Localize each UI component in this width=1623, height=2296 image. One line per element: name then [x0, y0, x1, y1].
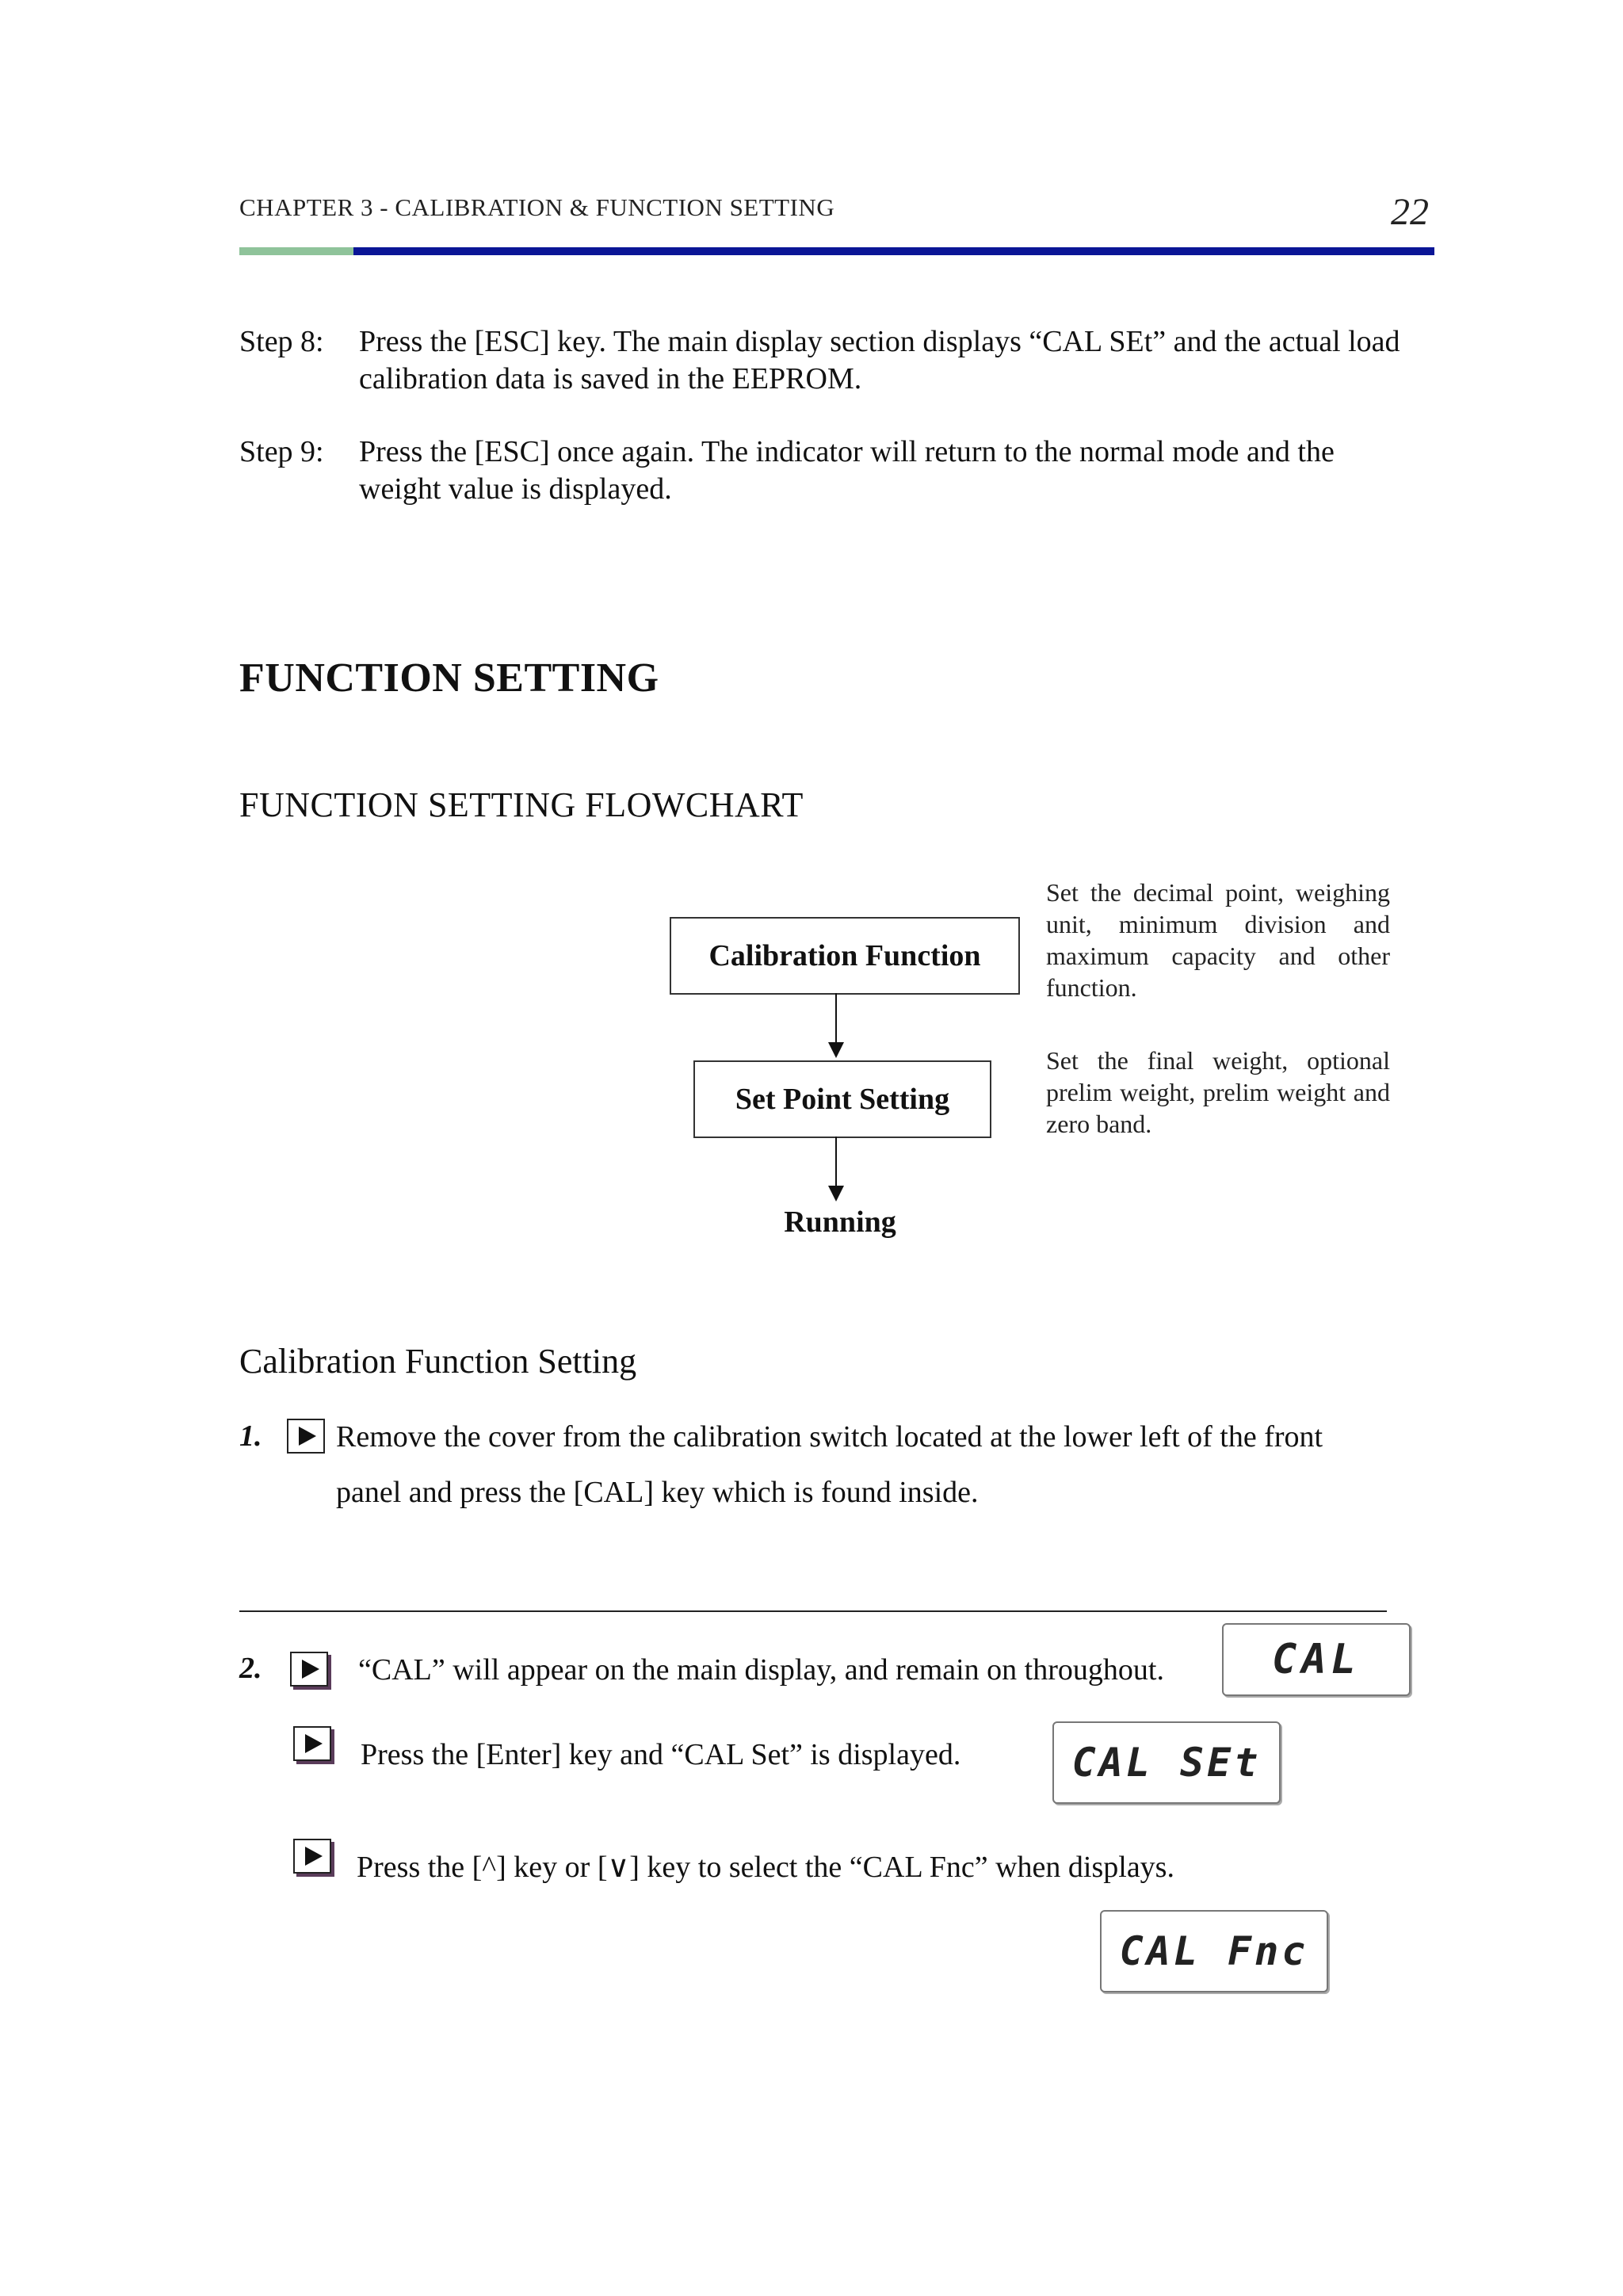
play-icon	[293, 1726, 331, 1761]
section-title: FUNCTION SETTING	[239, 655, 659, 701]
step-label: Step 8:	[239, 325, 324, 358]
arrow-down-icon	[828, 1042, 844, 1058]
play-icon	[287, 1419, 325, 1454]
flowchart-connector	[835, 1137, 837, 1187]
flowchart-note-set-point: Set the final weight, optional prelim weight, prelim weight and zero band.	[1046, 1046, 1390, 1138]
play-icon	[290, 1652, 328, 1687]
bullet-text: “CAL” will appear on the main display, and remain on throughout.	[358, 1653, 1164, 1687]
list-number: 1.	[239, 1419, 262, 1453]
step-label: Step 9:	[239, 435, 324, 468]
step-text: Press the [ESC] once again. The indicator will return to the normal mode and the weight value is displayed.	[359, 435, 1335, 506]
page-number: 22	[1391, 191, 1429, 233]
flowchart-node-running: Running	[784, 1205, 896, 1239]
list-item-text-content: Remove the cover from the calibration switch located at the lower left of the front panel and press the [CAL] key which is found inside.	[336, 1420, 1323, 1509]
arrow-down-icon	[828, 1186, 844, 1201]
chapter-title: CHAPTER 3 - CALIBRATION & FUNCTION SETTING	[239, 193, 835, 221]
header-rule-blue	[353, 247, 1434, 255]
flowchart-title: FUNCTION SETTING FLOWCHART	[239, 785, 804, 824]
flowchart-node-calibration-function: Calibration Function	[670, 917, 1020, 995]
flowchart-connector	[835, 993, 837, 1044]
subsection-title: Calibration Function Setting	[239, 1342, 637, 1381]
lcd-display-cal: CAL	[1222, 1623, 1411, 1696]
bullet-text: Press the [^] key or [∨] key to select the “CAL Fnc” when displays.	[357, 1851, 1174, 1884]
header-rule-green	[239, 247, 353, 255]
list-number: 2.	[239, 1652, 262, 1685]
bullet-text: Press the [Enter] key and “CAL Set” is displayed.	[361, 1738, 961, 1771]
flowchart-note-calibration: Set the decimal point, weighing unit, minimum division and maximum capacity and other function.	[1046, 878, 1390, 1002]
divider	[239, 1610, 1387, 1612]
list-item-text	[336, 1409, 1390, 1520]
step-text: Press the [ESC] key. The main display section displays “CAL SEt” and the actual load calibration data is saved in the EEPROM.	[359, 325, 1400, 395]
lcd-display-cal-fnc: CAL Fnc	[1100, 1910, 1328, 1992]
lcd-display-cal-set: CAL SEt	[1052, 1721, 1281, 1804]
flowchart-node-set-point-setting: Set Point Setting	[693, 1060, 991, 1138]
play-icon	[293, 1839, 331, 1874]
